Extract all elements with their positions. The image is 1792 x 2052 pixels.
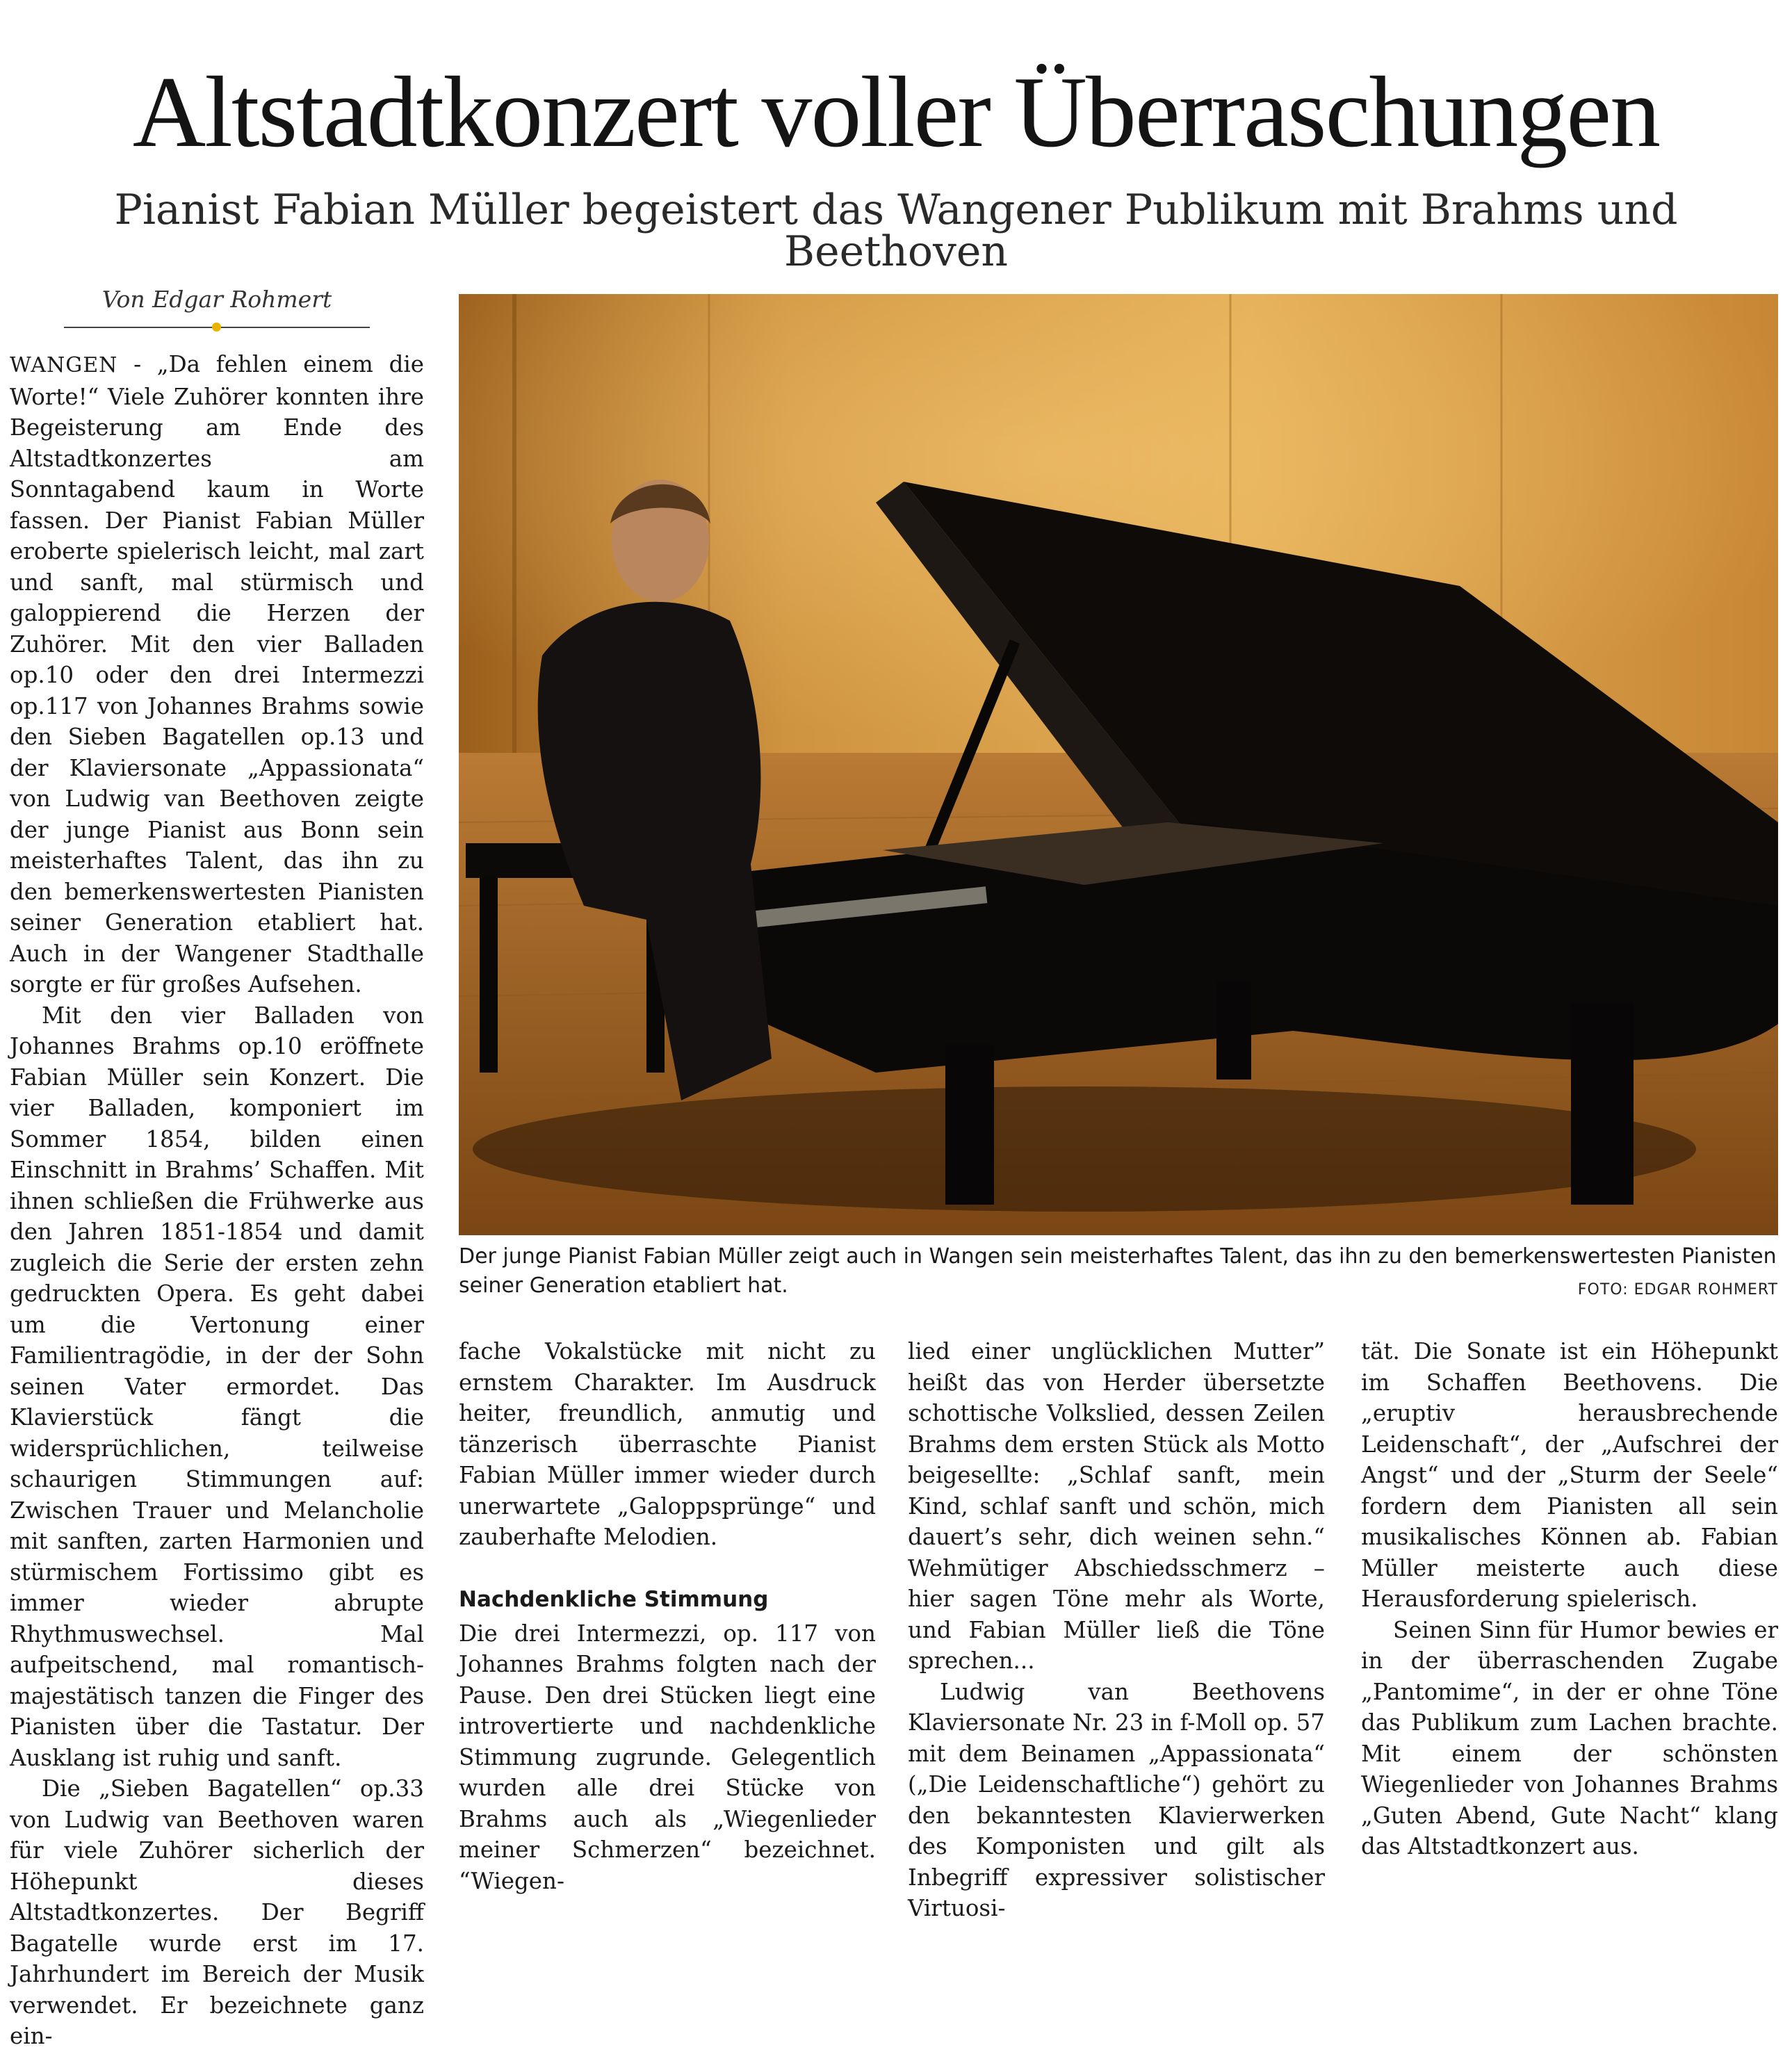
paragraph-text: - „Da fehlen einem die Worte!“ Viele Zuhörer konnten ihre Begeisterung am Ende des Altstadtkonzertes am Sonntagabend kaum in Worte fassen. Der Pianist Fabian Müller eroberte spielerisch leicht, mal zart und sanft, mal stürmisch und galoppierend die Herzen der Zuhörer. Mit den vier Balladen op.10 oder den drei Intermezzi op.117 von Johannes Brahms sowie den Sieben Bagatellen op.13 und der Klaviersonate „Appassionata“ von Ludwig van Beethoven zeigte der junge Pianist aus Bonn sein meisterhaftes Talent, das ihn zu den bemerkenswertesten Pianisten seiner Generation etabliert hat. Auch in der Wangener Stadthalle sorgte er für großes Aufsehen. xyxy=(10,351,424,997)
concert-photo xyxy=(459,294,1778,1235)
section-subheading: Nachdenkliche Stimmung xyxy=(459,1586,769,1612)
paragraph: tät. Die Sonate ist ein Höhepunkt im Schaffen Beethovens. Die „eruptiv herausbrechende Leidenschaft“, der „Aufschrei der Angst“ und der „Sturm der Seele“ fordern dem Pianisten all sein musikalisches Können ab. Fabian Müller meisterte auch diese Herausforderung spielerisch. xyxy=(1361,1338,1778,1612)
subheadline: Pianist Fabian Müller begeistert das Wangener Publikum mit Brahms und Beethoven xyxy=(114,186,1678,276)
byline-divider xyxy=(64,320,370,335)
paragraph xyxy=(10,349,424,1000)
article-column-2 xyxy=(459,1336,876,1896)
pianist-at-grand-piano-image xyxy=(459,294,1778,1235)
paragraph: Ludwig van Beethovens Klaviersonate Nr. 23 in f-Moll op. 57 mit dem Beinamen „Appassionata“ („Die Leidenschaftliche“) gehört zu den bekanntesten Klavierwerken des Komponisten und gilt als Inbegriff expressiver solistischer Virtuosi- xyxy=(908,1678,1325,1921)
paragraph: Seinen Sinn für Humor bewies er in der überraschenden Zugabe „Pantomime“, in der er ohne Töne das Publikum zum Lachen brachte. Mit einem der schönsten Wiegenlieder von Johannes Brahms „Guten Abend, Gute Nacht“ klang das Altstadtkonzert aus. xyxy=(1361,1616,1778,1859)
article-column-3 xyxy=(908,1336,1325,1924)
byline: Von Edgar Rohmert xyxy=(101,286,332,313)
headline: Altstadtkonzert voller Überraschungen xyxy=(132,56,1660,168)
paragraph: Die „Sieben Bagatellen“ op.33 von Ludwig van Beethoven waren für viele Zuhörer sicherlich der Höhepunkt dieses Altstadtkonzertes. Der Begriff Bagatelle wurde erst im 17. Jahrhundert im Bereich der Musik verwendet. Er bezeichnete ganz ein- xyxy=(10,1775,424,2049)
paragraph: lied einer unglücklichen Mutter” heißt das von Herder übersetzte schottische Volkslied, dessen Zeilen Brahms dem ersten Stück als Motto beigesellte: „Schlaf sanft, mein Kind, schlaf sanft und schön, mich dauert’s sehr, dich weinen sehn.“ Wehmütiger Abschiedsschmerz – hier sagen Töne mehr als Worte, und Fabian Müller ließ die Töne sprechen... xyxy=(908,1338,1325,1674)
byline-block xyxy=(64,285,370,335)
article-column-1 xyxy=(10,349,424,2052)
paragraph: Die drei Intermezzi, op. 117 von Johannes Brahms folgten nach der Pause. Den drei Stücken liegt eine introvertierte und nachdenkliche Stimmung zugrunde. Gelegentlich wurden alle drei Stücke von Brahms auch als „Wiegenlieder meiner Schmerzen“ bezeichnet. “Wiegen- xyxy=(459,1620,876,1894)
accent-dot-icon xyxy=(212,323,221,332)
paragraph: Mit den vier Balladen von Johannes Brahms op.10 eröffnete Fabian Müller sein Konzert. Die vier Balladen, komponiert im Sommer 1854, bilden einen Einschnitt in Brahms’ Schaffen. Mit ihnen schließen die Frühwerke aus den Jahren 1851-1854 und damit zugleich die Serie der ersten zehn gedruckten Opera. Es geht dabei um die Vertonung einer Familientragödie, in der der Sohn seinen Vater ermordet. Das Klavierstück fängt die widersprüchlichen, teilweise schaurigen Stimmungen auf: Zwischen Trauer und Melancholie mit sanften, zarten Harmonien und stürmischem Fortissimo gibt es immer wieder abrupte Rhythmuswechsel. Mal aufpeitschend, mal romantisch-majestätisch tanzen die Finger des Pianisten über die Tastatur. Der Ausklang ist ruhig und sanft. xyxy=(10,1002,424,1771)
photo-caption: Der junge Pianist Fabian Müller zeigt auch in Wangen sein meisterhaftes Talent, das ihn zu den bemerkenswertesten Pianisten seiner Generation etabliert hat. xyxy=(459,1244,1777,1298)
dateline: WANGEN xyxy=(10,353,118,377)
photo-credit: FOTO: EDGAR ROHMERT xyxy=(1577,1281,1778,1298)
paragraph: fache Vokalstücke mit nicht zu ernstem Charakter. Im Ausdruck heiter, freundlich, anmutig und tänzerisch überraschte Pianist Fabian Müller immer wieder durch unerwartete „Galoppsprünge“ und zauberhafte Melodien. xyxy=(459,1338,876,1550)
article-column-4 xyxy=(1361,1336,1778,1862)
